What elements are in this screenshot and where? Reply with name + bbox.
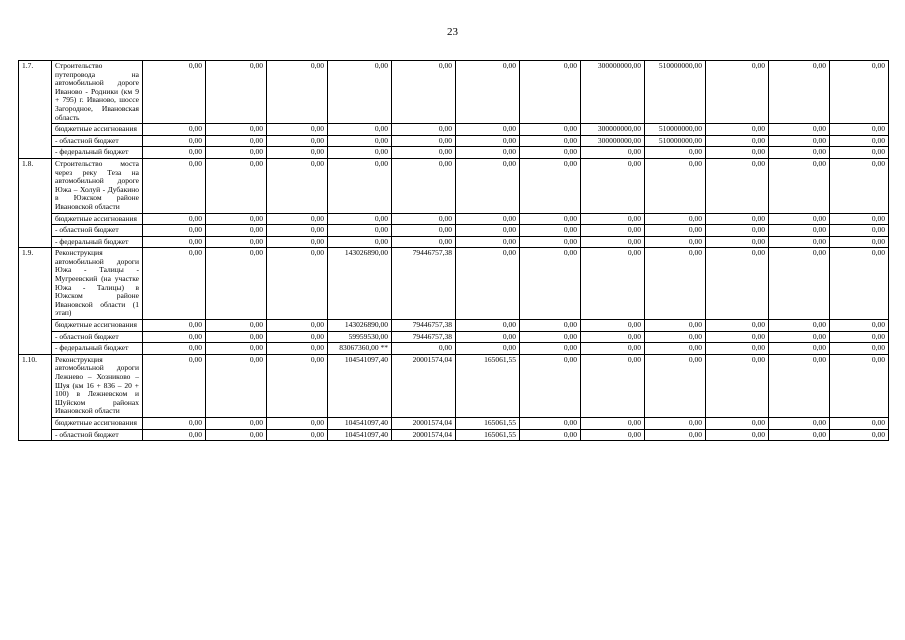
- value-cell: 0,00: [392, 61, 456, 124]
- row-label: - областной бюджет: [52, 135, 143, 147]
- value-cell: 0,00: [392, 135, 456, 147]
- value-cell: 0,00: [456, 225, 520, 237]
- value-cell: 0,00: [206, 61, 267, 124]
- value-cell: 0,00: [706, 147, 769, 159]
- value-cell: 0,00: [830, 135, 889, 147]
- value-cell: 0,00: [706, 331, 769, 343]
- value-cell: 20001574,04: [392, 429, 456, 441]
- value-cell: 0,00: [520, 343, 581, 355]
- value-cell: 0,00: [706, 236, 769, 248]
- value-cell: 0,00: [706, 320, 769, 332]
- value-cell: 0,00: [206, 417, 267, 429]
- value-cell: 0,00: [520, 61, 581, 124]
- value-cell: 0,00: [206, 354, 267, 417]
- value-cell: 0,00: [456, 158, 520, 213]
- value-cell: 0,00: [581, 417, 645, 429]
- value-cell: 0,00: [267, 236, 328, 248]
- row-label: бюджетные ассигнования: [52, 213, 143, 225]
- value-cell: 0,00: [769, 331, 830, 343]
- value-cell: 0,00: [581, 331, 645, 343]
- value-cell: 0,00: [206, 429, 267, 441]
- value-cell: 0,00: [267, 429, 328, 441]
- value-cell: 0,00: [456, 213, 520, 225]
- value-cell: 0,00: [456, 248, 520, 320]
- value-cell: 0,00: [328, 236, 392, 248]
- value-cell: 0,00: [520, 331, 581, 343]
- value-cell: 0,00: [520, 147, 581, 159]
- budget-row: [19, 429, 889, 441]
- budget-table: [18, 60, 889, 441]
- value-cell: 0,00: [769, 158, 830, 213]
- value-cell: 0,00: [706, 135, 769, 147]
- row-label: - федеральный бюджет: [52, 147, 143, 159]
- value-cell: 0,00: [769, 248, 830, 320]
- value-cell: 0,00: [830, 354, 889, 417]
- value-cell: 0,00: [520, 248, 581, 320]
- value-cell: 0,00: [143, 236, 206, 248]
- value-cell: 0,00: [769, 417, 830, 429]
- value-cell: 0,00: [830, 213, 889, 225]
- value-cell: 0,00: [143, 331, 206, 343]
- value-cell: 0,00: [206, 124, 267, 136]
- value-cell: 0,00: [206, 331, 267, 343]
- value-cell: 0,00: [267, 248, 328, 320]
- value-cell: 0,00: [267, 61, 328, 124]
- value-cell: 0,00: [392, 147, 456, 159]
- value-cell: 0,00: [392, 236, 456, 248]
- value-cell: 0,00: [328, 124, 392, 136]
- value-cell: 0,00: [143, 320, 206, 332]
- value-cell: 0,00: [581, 320, 645, 332]
- row-label: - областной бюджет: [52, 429, 143, 441]
- value-cell: 0,00: [706, 354, 769, 417]
- value-cell: 0,00: [206, 236, 267, 248]
- value-cell: 0,00: [645, 331, 706, 343]
- budget-row: [19, 417, 889, 429]
- value-cell: 0,00: [456, 331, 520, 343]
- value-cell: 0,00: [830, 61, 889, 124]
- section-code: 1.10.: [19, 354, 52, 440]
- value-cell: 0,00: [769, 147, 830, 159]
- section-title-row: [19, 61, 889, 124]
- value-cell: 0,00: [143, 61, 206, 124]
- value-cell: 0,00: [830, 147, 889, 159]
- value-cell: 104541097,40: [328, 417, 392, 429]
- value-cell: 0,00: [143, 147, 206, 159]
- value-cell: 0,00: [143, 135, 206, 147]
- value-cell: 0,00: [392, 124, 456, 136]
- value-cell: 0,00: [581, 225, 645, 237]
- value-cell: 0,00: [581, 248, 645, 320]
- value-cell: 0,00: [267, 343, 328, 355]
- value-cell: 0,00: [267, 124, 328, 136]
- value-cell: 0,00: [456, 320, 520, 332]
- value-cell: 300000000,00: [581, 135, 645, 147]
- value-cell: 0,00: [830, 320, 889, 332]
- value-cell: 0,00: [645, 213, 706, 225]
- value-cell: 79446757,38: [392, 320, 456, 332]
- value-cell: 0,00: [769, 135, 830, 147]
- section-title: Реконструкция автомобильной дороги Южа - Талицы - Мугреевский (на участке Южа - Талицы) в Южском районе Ивановской области (1 этап): [52, 248, 143, 320]
- value-cell: 0,00: [328, 61, 392, 124]
- value-cell: 104541097,40: [328, 429, 392, 441]
- value-cell: 79446757,38: [392, 248, 456, 320]
- budget-row: [19, 331, 889, 343]
- value-cell: 0,00: [769, 213, 830, 225]
- value-cell: 0,00: [143, 158, 206, 213]
- budget-row: [19, 147, 889, 159]
- value-cell: 0,00: [645, 158, 706, 213]
- value-cell: 0,00: [520, 320, 581, 332]
- value-cell: 83067360,00 **: [328, 343, 392, 355]
- value-cell: 0,00: [267, 354, 328, 417]
- section-title: Строительство моста через реку Теза на автомобильной дороге Южа – Холуй - Дубакино в Южском районе Ивановской области: [52, 158, 143, 213]
- value-cell: 0,00: [830, 429, 889, 441]
- value-cell: 0,00: [830, 158, 889, 213]
- page-number: 23: [447, 26, 458, 38]
- value-cell: 79446757,38: [392, 331, 456, 343]
- value-cell: 0,00: [706, 124, 769, 136]
- value-cell: 143026890,00: [328, 248, 392, 320]
- value-cell: 0,00: [645, 417, 706, 429]
- value-cell: 0,00: [769, 236, 830, 248]
- value-cell: 0,00: [769, 225, 830, 237]
- value-cell: 0,00: [645, 236, 706, 248]
- value-cell: 0,00: [645, 354, 706, 417]
- value-cell: 0,00: [206, 248, 267, 320]
- value-cell: 0,00: [830, 343, 889, 355]
- value-cell: 0,00: [706, 61, 769, 124]
- value-cell: 0,00: [520, 236, 581, 248]
- budget-row: [19, 213, 889, 225]
- value-cell: 0,00: [456, 135, 520, 147]
- value-cell: 0,00: [769, 354, 830, 417]
- value-cell: 0,00: [267, 135, 328, 147]
- row-label: - областной бюджет: [52, 331, 143, 343]
- value-cell: 0,00: [581, 429, 645, 441]
- section-title-row: [19, 248, 889, 320]
- value-cell: 0,00: [456, 147, 520, 159]
- value-cell: 0,00: [581, 236, 645, 248]
- value-cell: 0,00: [769, 320, 830, 332]
- value-cell: 510000000,00: [645, 124, 706, 136]
- section-code: 1.7.: [19, 61, 52, 159]
- row-label: - федеральный бюджет: [52, 236, 143, 248]
- budget-row: [19, 343, 889, 355]
- value-cell: 0,00: [581, 147, 645, 159]
- section-title-row: [19, 158, 889, 213]
- value-cell: 0,00: [769, 343, 830, 355]
- budget-row: [19, 124, 889, 136]
- section-code: 1.8.: [19, 158, 52, 247]
- value-cell: 0,00: [520, 135, 581, 147]
- value-cell: 0,00: [143, 417, 206, 429]
- value-cell: 165061,55: [456, 354, 520, 417]
- value-cell: 0,00: [206, 213, 267, 225]
- value-cell: 0,00: [645, 248, 706, 320]
- row-label: - федеральный бюджет: [52, 343, 143, 355]
- value-cell: 0,00: [456, 61, 520, 124]
- value-cell: 0,00: [456, 343, 520, 355]
- value-cell: 510000000,00: [645, 61, 706, 124]
- value-cell: 0,00: [830, 248, 889, 320]
- value-cell: 0,00: [206, 135, 267, 147]
- value-cell: 0,00: [328, 213, 392, 225]
- value-cell: 0,00: [143, 124, 206, 136]
- section-title: Реконструкция автомобильной дороги Лежнево – Хозниково – Шуя (км 16 + 836 – 20 + 100) в Лежневском и Шуйском районах Ивановской области: [52, 354, 143, 417]
- value-cell: 0,00: [520, 417, 581, 429]
- value-cell: 0,00: [706, 417, 769, 429]
- value-cell: 0,00: [520, 213, 581, 225]
- value-cell: 0,00: [328, 225, 392, 237]
- value-cell: 0,00: [143, 429, 206, 441]
- row-label: бюджетные ассигнования: [52, 417, 143, 429]
- value-cell: 0,00: [328, 158, 392, 213]
- value-cell: 0,00: [645, 320, 706, 332]
- value-cell: 510000000,00: [645, 135, 706, 147]
- value-cell: 300000000,00: [581, 124, 645, 136]
- value-cell: 0,00: [830, 236, 889, 248]
- value-cell: 0,00: [143, 213, 206, 225]
- value-cell: 300000000,00: [581, 61, 645, 124]
- value-cell: 0,00: [206, 343, 267, 355]
- value-cell: 0,00: [706, 248, 769, 320]
- value-cell: 0,00: [206, 147, 267, 159]
- value-cell: 0,00: [830, 124, 889, 136]
- value-cell: 0,00: [267, 331, 328, 343]
- value-cell: 0,00: [206, 320, 267, 332]
- value-cell: 0,00: [645, 147, 706, 159]
- row-label: бюджетные ассигнования: [52, 320, 143, 332]
- value-cell: 0,00: [706, 213, 769, 225]
- row-label: бюджетные ассигнования: [52, 124, 143, 136]
- value-cell: 0,00: [581, 354, 645, 417]
- value-cell: 0,00: [392, 213, 456, 225]
- value-cell: 0,00: [267, 158, 328, 213]
- value-cell: 0,00: [392, 158, 456, 213]
- value-cell: 0,00: [143, 225, 206, 237]
- value-cell: 0,00: [706, 225, 769, 237]
- value-cell: 0,00: [520, 429, 581, 441]
- budget-row: [19, 135, 889, 147]
- value-cell: 0,00: [392, 343, 456, 355]
- row-label: - областной бюджет: [52, 225, 143, 237]
- value-cell: 104541097,40: [328, 354, 392, 417]
- budget-row: [19, 236, 889, 248]
- budget-row: [19, 320, 889, 332]
- value-cell: 0,00: [206, 225, 267, 237]
- value-cell: 0,00: [769, 429, 830, 441]
- value-cell: 0,00: [706, 429, 769, 441]
- value-cell: 0,00: [267, 417, 328, 429]
- value-cell: 0,00: [645, 225, 706, 237]
- value-cell: 0,00: [267, 147, 328, 159]
- value-cell: 0,00: [520, 124, 581, 136]
- value-cell: 0,00: [392, 225, 456, 237]
- value-cell: 0,00: [706, 158, 769, 213]
- section-code: 1.9.: [19, 248, 52, 355]
- value-cell: 0,00: [645, 429, 706, 441]
- value-cell: 59959530,00: [328, 331, 392, 343]
- value-cell: 165061,55: [456, 429, 520, 441]
- value-cell: 0,00: [769, 124, 830, 136]
- value-cell: 0,00: [456, 124, 520, 136]
- value-cell: 0,00: [520, 225, 581, 237]
- value-cell: 0,00: [706, 343, 769, 355]
- value-cell: 0,00: [143, 343, 206, 355]
- value-cell: 0,00: [267, 213, 328, 225]
- section-title: Строительство путепровода на автомобильной дороге Иваново - Родники (км 9 + 795) г. Иваново, шоссе Загородное, Ивановская область: [52, 61, 143, 124]
- value-cell: 0,00: [328, 135, 392, 147]
- value-cell: 20001574,04: [392, 354, 456, 417]
- budget-row: [19, 225, 889, 237]
- value-cell: 0,00: [830, 417, 889, 429]
- value-cell: 0,00: [143, 248, 206, 320]
- value-cell: 0,00: [456, 236, 520, 248]
- value-cell: 20001574,04: [392, 417, 456, 429]
- value-cell: 0,00: [267, 225, 328, 237]
- value-cell: 0,00: [581, 343, 645, 355]
- value-cell: 165061,55: [456, 417, 520, 429]
- value-cell: 0,00: [267, 320, 328, 332]
- section-title-row: [19, 354, 889, 417]
- value-cell: 0,00: [328, 147, 392, 159]
- value-cell: 0,00: [206, 158, 267, 213]
- value-cell: 143026890,00: [328, 320, 392, 332]
- value-cell: 0,00: [830, 331, 889, 343]
- value-cell: 0,00: [645, 343, 706, 355]
- budget-table-body: [19, 61, 889, 441]
- value-cell: 0,00: [581, 213, 645, 225]
- value-cell: 0,00: [581, 158, 645, 213]
- value-cell: 0,00: [143, 354, 206, 417]
- value-cell: 0,00: [830, 225, 889, 237]
- value-cell: 0,00: [520, 354, 581, 417]
- value-cell: 0,00: [769, 61, 830, 124]
- value-cell: 0,00: [520, 158, 581, 213]
